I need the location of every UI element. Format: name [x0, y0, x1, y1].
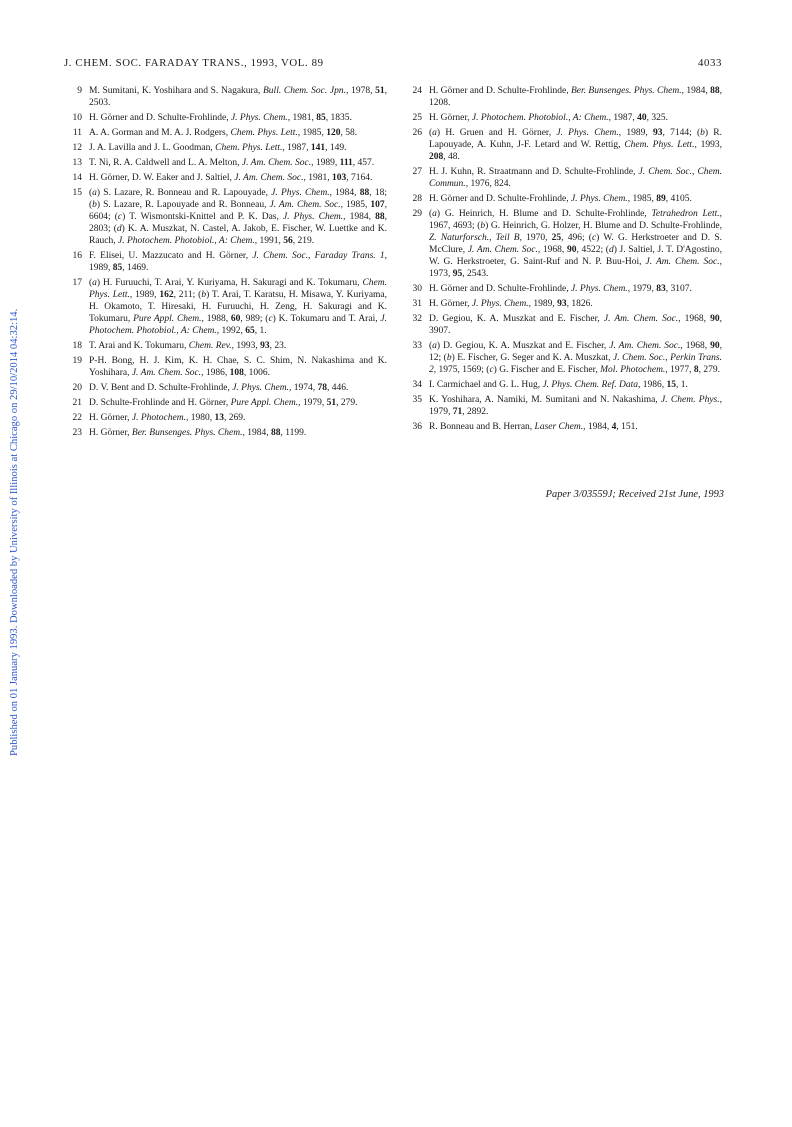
reference-volume: 88 — [375, 212, 385, 223]
reference-text: , 1976, 824. — [465, 178, 511, 189]
reference-journal: J. Chem. Soc., Chem. Commun. — [429, 167, 722, 189]
reference-text: D. Gegiou, K. A. Muszkat and E. Fischer, — [429, 313, 604, 324]
reference-journal: J. Am. Chem. Soc. — [234, 173, 304, 184]
reference-journal: b — [446, 352, 452, 363]
reference-text: , 2803; ( — [89, 212, 387, 235]
reference-text: , 4522; ( — [576, 244, 609, 255]
reference-text: , 1978, — [346, 86, 376, 96]
reference-text: ) T. Arai, T. Karatsu, H. Misawa, Y. Kuriyama, H. Okamoto, T. Hiresaki, H. Furuuchi, H. Zeng, H. Sakuragi and K. Tokumaru, — [89, 290, 388, 324]
reference-item — [404, 314, 722, 338]
reference-item — [404, 299, 722, 311]
reference-journal: c — [268, 313, 273, 324]
reference-text: , 1987, — [608, 113, 638, 123]
reference-text: , 1006. — [243, 367, 270, 378]
reference-text: , 7164. — [346, 173, 373, 184]
reference-text: , 219. — [292, 236, 315, 247]
reference-journal: Ber. Bunsenges. Phys. Chem. — [571, 86, 682, 96]
reference-volume: 120 — [326, 128, 341, 139]
reference-text: H. Görner and D. Schulte-Frohlinde, — [429, 86, 571, 96]
reference-text: , 1989, — [89, 251, 388, 274]
reference-text: , 1987, — [282, 143, 311, 154]
reference-volume: 111 — [339, 158, 353, 169]
reference-text: , 1835. — [325, 113, 352, 123]
reference-text: , 1967, 4693; ( — [429, 209, 722, 231]
reference-item — [64, 158, 387, 170]
reference-text: , 1970, — [519, 232, 552, 243]
reference-text: J. A. Lavilla and J. L. Goodman, — [89, 143, 216, 154]
reference-text: ) S. Lazare, R. Lapouyade and R. Bonneau, — [96, 200, 270, 211]
reference-item — [64, 278, 387, 338]
reference-text: , 6604; ( — [89, 200, 387, 223]
reference-text: ( — [429, 340, 433, 351]
reference-journal: J. Phys. Chem. — [232, 383, 289, 393]
reference-item — [404, 209, 722, 280]
reference-text: , 1993, — [694, 140, 722, 150]
reference-text: ) G. Heinrich, H. Blume and D. Schulte-Frohlinde, — [436, 209, 652, 220]
reference-text: , 1984, — [329, 188, 360, 199]
reference-volume: 85 — [112, 263, 123, 274]
reference-text: , 1968, — [680, 340, 711, 351]
reference-journal: Chem. Rev. — [188, 340, 232, 351]
reference-text: , 2503. — [89, 86, 388, 108]
reference-journal: c — [489, 364, 494, 375]
reference-text: H. Görner and D. Schulte-Frohlinde, — [89, 113, 231, 123]
reference-item — [64, 173, 387, 185]
reference-item — [404, 284, 722, 296]
reference-number: 9 — [77, 86, 82, 96]
reference-text: , 1979, — [429, 394, 722, 417]
reference-number: 36 — [412, 421, 422, 432]
references-right-column — [404, 86, 722, 437]
reference-volume: 13 — [214, 413, 224, 424]
reference-text: , 269. — [223, 413, 246, 424]
reference-text: D. V. Bent and D. Schulte-Frohlinde, — [89, 383, 233, 393]
reference-item — [64, 428, 387, 440]
reference-text: , 1988, — [201, 313, 231, 324]
reference-text: K. Yoshihara, A. Namiki, M. Sumitani and N. Nakashima, — [429, 394, 661, 405]
reference-text: ) W. G. Herkstroeter and D. S. McClure, — [429, 232, 722, 255]
reference-volume: 88 — [710, 86, 720, 96]
reference-volume: 78 — [317, 383, 327, 393]
reference-journal: Bull. Chem. Soc. Jpn. — [263, 86, 346, 96]
reference-journal: J. Photochem. Photobiol., A: Chem. — [89, 313, 387, 336]
reference-journal: b — [700, 128, 705, 139]
reference-number: 19 — [72, 356, 82, 366]
reference-text: P-H. Bong, H. J. Kim, K. H. Chae, S. C. Shim, N. Nakashima and K. Yoshihara, — [89, 356, 387, 378]
reference-item — [404, 167, 722, 191]
reference-text: , 3107. — [665, 283, 692, 294]
reference-journal: J. Phys. Chem. — [471, 298, 529, 309]
reference-journal: a — [432, 128, 437, 139]
reference-text: T. Ni, R. A. Caldwell and L. A. Melton, — [89, 158, 242, 169]
reference-volume: 208 — [429, 151, 444, 162]
reference-item — [64, 128, 387, 140]
reference-text: , 1979, — [298, 398, 327, 409]
reference-journal: a — [432, 209, 437, 220]
reference-journal: Pure Appl. Chem. — [230, 398, 299, 409]
reference-volume: 40 — [637, 113, 647, 123]
reference-journal: J. Am. Chem. Soc. — [241, 158, 312, 169]
reference-text: , 1974, — [288, 383, 318, 393]
reference-volume: 93 — [652, 128, 663, 139]
reference-text: , 1973, — [429, 256, 722, 279]
reference-text: , 1986, — [201, 367, 230, 378]
reference-text: , 2892. — [462, 406, 489, 417]
reference-text: , 1992, — [216, 325, 246, 336]
reference-journal: J. Am. Chem. Soc. — [609, 340, 681, 351]
paper-received-line: Paper 3/03559J; Received 21st June, 1993 — [545, 489, 724, 500]
reference-text: ) G. Fischer and E. Fischer, — [493, 364, 601, 375]
reference-text: ) T. Wismontski-Knittel and P. K. Das, — [122, 212, 283, 223]
reference-text: , 1979, — [627, 283, 657, 294]
reference-text: , 1985, — [297, 128, 327, 139]
reference-text: ( — [89, 188, 93, 199]
reference-text: , 1968, — [678, 313, 711, 324]
reference-journal: a — [432, 340, 437, 351]
reference-item — [404, 86, 722, 110]
reference-text: , 446. — [326, 383, 349, 393]
reference-text: , 1989, — [618, 128, 653, 139]
reference-journal: J. Phys. Chem. — [570, 283, 628, 294]
reference-journal: Chem. Phys. Lett. — [230, 128, 298, 139]
reference-text: , 1986, — [637, 379, 667, 390]
reference-volume: 88 — [270, 428, 281, 439]
journal-citation: J. CHEM. SOC. FARADAY TRANS., 1993, VOL. 89 — [64, 57, 324, 69]
reference-text: ) D. Gegiou, K. A. Muszkat and E. Fischer, — [436, 340, 610, 351]
reference-volume: 95 — [452, 268, 463, 279]
reference-text: , 1984, — [242, 428, 271, 439]
reference-journal: Chem. Phys. Lett. — [89, 278, 387, 301]
reference-journal: c — [591, 232, 597, 243]
reference-text: , 3907. — [429, 313, 722, 336]
reference-text: , 1469. — [122, 263, 149, 274]
reference-number: 22 — [72, 413, 82, 424]
reference-journal: J. Photochem. — [131, 413, 186, 424]
reference-item — [64, 188, 387, 248]
reference-text: , 1977, — [665, 364, 694, 375]
reference-text: H. Görner, — [429, 113, 472, 123]
reference-volume: 56 — [283, 236, 293, 247]
reference-volume: 108 — [229, 367, 244, 378]
download-notice — [9, 196, 21, 756]
reference-text: , 48. — [443, 151, 460, 162]
reference-journal: b — [480, 221, 486, 231]
reference-text: , 1975, 1569; ( — [433, 364, 490, 375]
reference-item — [404, 128, 722, 164]
reference-text: , 1968, — [537, 244, 567, 255]
reference-volume: 8 — [693, 364, 699, 375]
reference-item — [404, 113, 722, 125]
reference-journal: J. Am. Chem. Soc. — [603, 313, 679, 324]
reference-text: , 279. — [698, 364, 720, 375]
reference-number: 28 — [412, 194, 422, 204]
reference-text: , 279. — [336, 398, 358, 409]
reference-number: 16 — [72, 251, 82, 262]
reference-text: , 1984, — [343, 212, 376, 223]
reference-volume: 51 — [326, 398, 337, 409]
reference-number: 11 — [72, 128, 82, 139]
reference-item — [64, 356, 387, 380]
reference-volume: 51 — [375, 86, 385, 96]
reference-journal: a — [92, 188, 97, 199]
reference-number: 12 — [72, 143, 82, 154]
reference-journal: J. Chem. Soc., Faraday Trans. 1 — [252, 251, 385, 262]
reference-text: , 1984, — [681, 86, 711, 96]
reference-text: H. Görner, — [89, 428, 132, 439]
reference-number: 24 — [412, 86, 422, 96]
reference-text: H. Görner, — [429, 298, 472, 309]
reference-text: , 1984, — [583, 421, 612, 432]
reference-item — [64, 251, 387, 275]
reference-journal: J. Am. Chem. Soc. — [269, 200, 341, 211]
reference-volume: 71 — [452, 406, 463, 417]
reference-text: , 1981, — [287, 113, 317, 123]
reference-text: , 496; ( — [561, 232, 592, 243]
reference-text: , 989; ( — [240, 313, 269, 324]
reference-number: 14 — [72, 173, 82, 184]
reference-text: , 1981, — [303, 173, 332, 184]
reference-text: ( — [429, 128, 433, 139]
reference-item — [64, 413, 387, 425]
reference-number: 25 — [412, 113, 422, 123]
reference-text: ) S. Lazare, R. Bonneau and R. Lapouyade, — [96, 188, 272, 199]
reference-item — [404, 422, 722, 434]
reference-volume: 4 — [611, 421, 617, 432]
reference-text: H. J. Kuhn, R. Straatmann and D. Schulte-Frohlinde, — [429, 167, 639, 177]
reference-volume: 25 — [551, 232, 562, 243]
reference-volume: 89 — [656, 194, 666, 204]
reference-text: ) G. Heinrich, G. Holzer, H. Blume and D. Schulte-Frohlinde, — [485, 221, 722, 231]
reference-text: , 1. — [675, 379, 688, 390]
reference-journal: J. Chem. Phys. — [661, 394, 720, 405]
reference-text: H. Görner, D. W. Eaker and J. Saltiel, — [89, 173, 235, 184]
reference-text: T. Arai and K. Tokumaru, — [89, 340, 189, 351]
reference-item — [64, 86, 387, 110]
reference-number: 31 — [412, 298, 422, 309]
reference-number: 23 — [72, 428, 82, 439]
reference-volume: 107 — [370, 200, 385, 211]
reference-journal: J. Phys. Chem. — [282, 212, 344, 223]
reference-journal: Mol. Photochem. — [600, 364, 666, 375]
reference-text: , 1993, — [231, 340, 261, 351]
reference-text: R. Bonneau and B. Herran, — [429, 421, 535, 432]
reference-text: , 151. — [616, 421, 638, 432]
reference-number: 33 — [412, 340, 422, 351]
reference-item — [64, 341, 387, 353]
reference-text: , 1199. — [280, 428, 307, 439]
reference-text: I. Carmichael and G. L. Hug, — [429, 379, 543, 390]
reference-number: 30 — [412, 283, 422, 294]
reference-volume: 60 — [230, 313, 241, 324]
reference-journal: Z. Naturforsch., Teil B — [429, 232, 520, 243]
reference-journal: J. Photochem. Photobiol., A: Chem. — [118, 236, 255, 247]
reference-journal: J. Phys. Chem. — [570, 194, 628, 204]
reference-journal: J. Am. Chem. Soc. — [467, 244, 538, 255]
reference-journal: J. Phys. Chem. — [271, 188, 330, 199]
reference-journal: Chem. Phys. Lett. — [624, 140, 695, 150]
reference-text: , 457. — [352, 158, 375, 169]
reference-number: 29 — [412, 209, 422, 220]
reference-volume: 65 — [245, 325, 255, 336]
reference-volume: 88 — [359, 188, 370, 199]
reference-text: A. A. Gorman and M. A. J. Rodgers, — [89, 128, 231, 139]
reference-text: , 12; ( — [429, 340, 722, 363]
reference-text: , 1991, — [254, 236, 284, 247]
reference-volume: 93 — [557, 298, 567, 309]
reference-text: ) K. Tokumaru and T. Arai, — [272, 313, 381, 324]
reference-number: 13 — [72, 158, 82, 169]
reference-volume: 141 — [310, 143, 326, 154]
reference-text: , 211; ( — [173, 290, 202, 301]
reference-journal: Laser Chem. — [534, 421, 584, 432]
reference-journal: J. Am. Chem. Soc. — [131, 367, 202, 378]
reference-volume: 15 — [666, 379, 676, 390]
reference-text: ) H. Gruen and H. Görner, — [436, 128, 557, 139]
reference-number: 32 — [412, 313, 422, 324]
reference-number: 35 — [412, 394, 422, 405]
reference-text: , 18; ( — [89, 188, 387, 211]
reference-text: , 1989, — [528, 298, 558, 309]
reference-journal: Pure Appl. Chem. — [133, 313, 202, 324]
reference-text: , 1826. — [566, 298, 593, 309]
reference-text: ) H. Furuuchi, T. Arai, Y. Kuriyama, H. Sakuragi and K. Tokumaru, — [96, 278, 363, 289]
page-number: 4033 — [698, 57, 722, 69]
reference-number: 21 — [72, 398, 82, 409]
reference-text: F. Elisei, U. Mazzucato and H. Görner, — [89, 251, 253, 262]
reference-journal: J. Phys. Chem. — [556, 128, 619, 139]
reference-text: ) E. Fischer, G. Seger and K. A. Muszkat, — [451, 352, 614, 363]
reference-number: 18 — [72, 340, 82, 351]
reference-number: 10 — [72, 113, 82, 123]
reference-journal: J. Am. Chem. Soc. — [645, 256, 720, 267]
reference-text: , 4105. — [665, 194, 692, 204]
reference-number: 15 — [72, 188, 82, 199]
reference-item — [404, 395, 722, 419]
reference-volume: 103 — [331, 173, 347, 184]
reference-item — [64, 383, 387, 395]
reference-journal: c — [117, 212, 123, 223]
reference-item — [64, 113, 387, 125]
reference-number: 17 — [72, 278, 82, 289]
reference-number: 27 — [412, 167, 422, 177]
reference-item — [64, 398, 387, 410]
reference-text: , 1985, — [340, 200, 371, 211]
running-header — [64, 57, 722, 73]
reference-text: , 1989, — [311, 158, 340, 169]
reference-text: H. Görner and D. Schulte-Frohlinde, — [429, 194, 571, 204]
reference-journal: J. Phys. Chem. Ref. Data — [542, 379, 638, 390]
reference-journal: d — [608, 244, 614, 255]
reference-text: , 149. — [325, 143, 347, 154]
reference-text: , 7144; ( — [662, 128, 701, 139]
reference-volume: 83 — [656, 283, 666, 294]
reference-text: ) R. Lapouyade, A. Kuhn, J-F. Letard and W. Rettig, — [429, 128, 722, 150]
reference-text: H. Görner, — [89, 413, 132, 424]
reference-text: H. Görner and D. Schulte-Frohlinde, — [429, 283, 571, 294]
reference-text: D. Schulte-Frohlinde and H. Görner, — [89, 398, 231, 409]
reference-text: ( — [89, 278, 93, 289]
reference-journal: b — [92, 200, 97, 211]
reference-item — [404, 380, 722, 392]
reference-volume: 90 — [710, 313, 720, 324]
reference-text: ) K. A. Muszkat, N. Castel, A. Jakob, E. Fischer, W. Luettke and K. Rauch, — [89, 224, 387, 247]
reference-volume: 90 — [710, 340, 720, 351]
reference-text: , 1. — [254, 325, 267, 336]
reference-text: , 1985, — [627, 194, 657, 204]
reference-number: 34 — [412, 379, 422, 390]
reference-journal: J. Phys. Chem. — [230, 113, 288, 123]
reference-text: M. Sumitani, K. Yoshihara and S. Nagakura, — [89, 86, 263, 96]
reference-journal: b — [201, 290, 207, 301]
reference-text: , 1980, — [185, 413, 215, 424]
reference-text: ( — [429, 209, 433, 220]
references-left-column — [64, 86, 387, 443]
reference-text: , 325. — [646, 113, 669, 123]
reference-volume: 90 — [566, 244, 577, 255]
reference-journal: J. Chem. Soc., Perkin Trans. 2 — [429, 352, 722, 375]
reference-text: , 2543. — [462, 268, 489, 279]
reference-text: , 1989, — [129, 290, 160, 301]
reference-journal: Tetrahedron Lett. — [651, 209, 720, 220]
reference-text: , 23. — [269, 340, 287, 351]
reference-number: 20 — [72, 383, 82, 393]
reference-journal: d — [116, 224, 122, 235]
reference-journal: a — [92, 278, 97, 289]
reference-text: , 1208. — [429, 86, 722, 108]
reference-text: ) J. Saltiel, J. T. D'Agostino, W. G. Herkstroeter, G. Saint-Ruf and N. P. Buu-Hoi, — [429, 244, 723, 267]
reference-item — [64, 143, 387, 155]
reference-number: 26 — [412, 128, 422, 139]
reference-text: , 58. — [340, 128, 358, 139]
reference-item — [404, 341, 722, 377]
reference-item — [404, 194, 722, 206]
reference-volume: 162 — [159, 290, 174, 301]
reference-journal: Chem. Phys. Lett. — [215, 143, 283, 154]
reference-journal: J. Photochem. Photobiol., A: Chem. — [471, 113, 609, 123]
download-notice-text: Published on 01 January 1993. Downloaded by University of Illinois at Chicago on 29/10/2014 04:32:14. — [9, 308, 20, 756]
reference-volume: 85 — [316, 113, 326, 123]
reference-volume: 93 — [260, 340, 270, 351]
reference-journal: Ber. Bunsenges. Phys. Chem. — [131, 428, 243, 439]
